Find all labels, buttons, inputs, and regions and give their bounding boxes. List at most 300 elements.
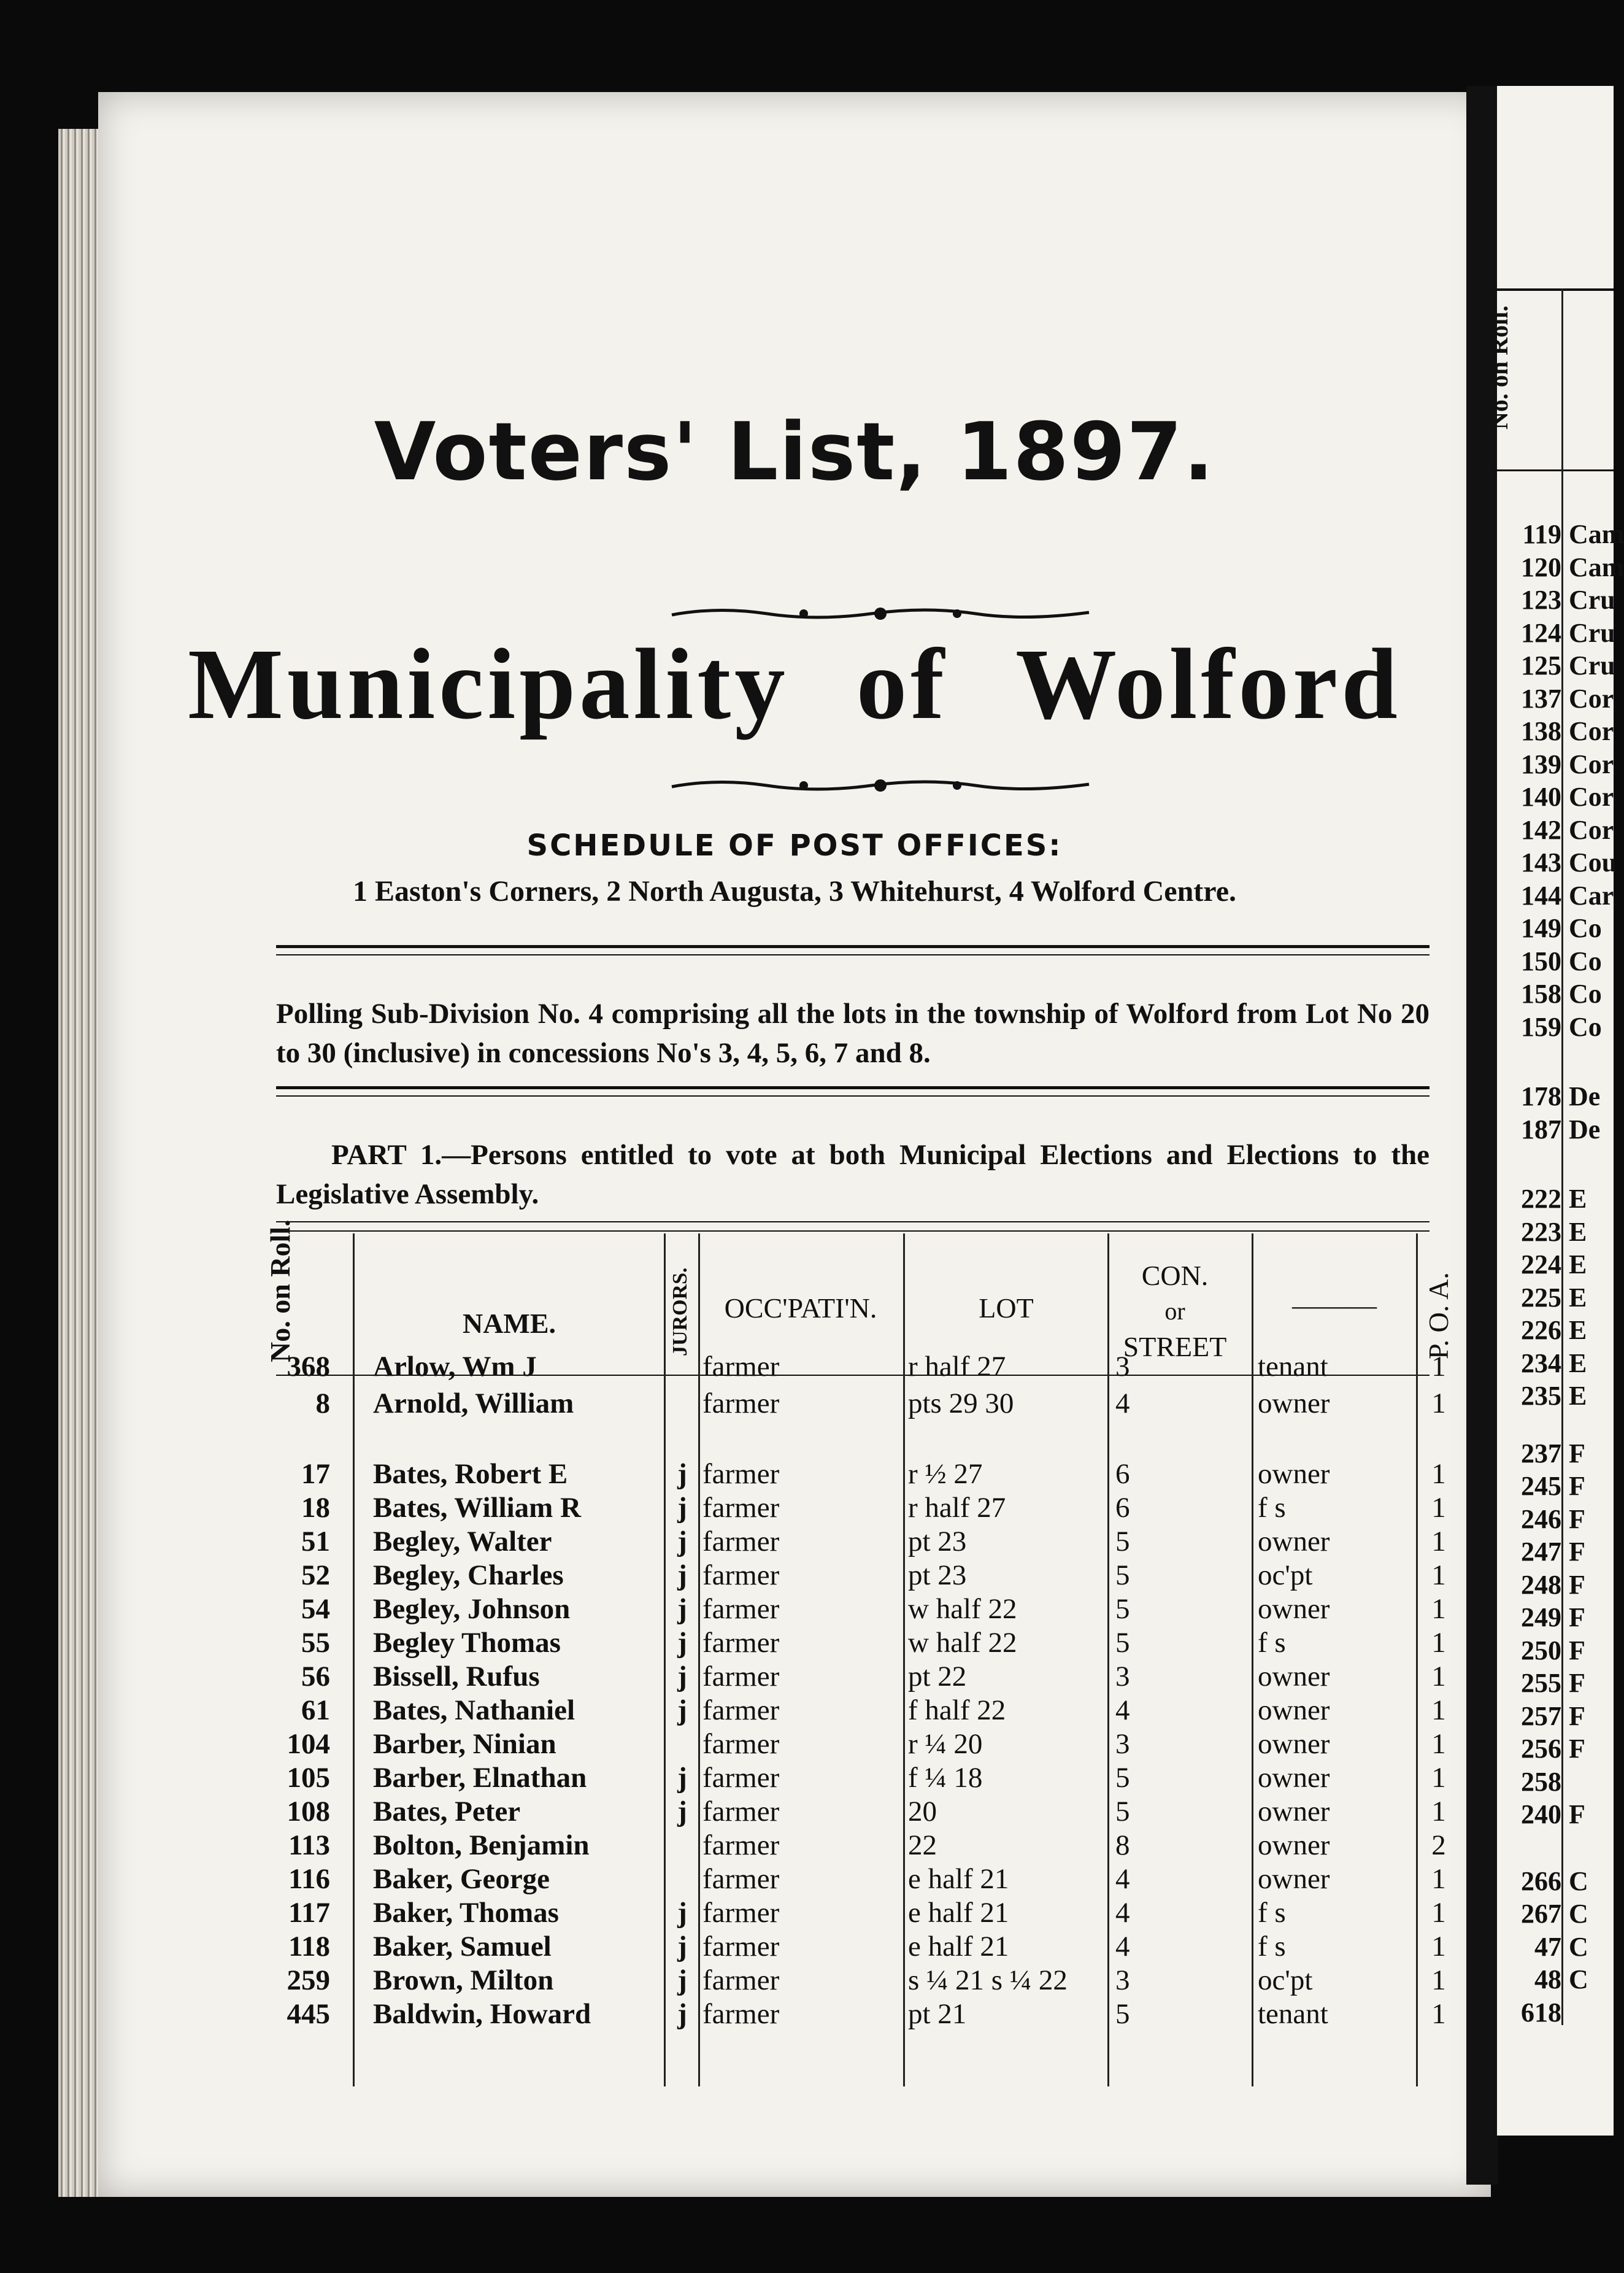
lot: r ½ 27 [908, 1458, 983, 1490]
occupation: farmer [702, 1694, 780, 1726]
municipality-heading [98, 626, 1491, 743]
schedule-heading: SCHEDULE OF POST OFFICES: [526, 828, 1063, 863]
juror-mark: j [677, 1931, 687, 1962]
status: oc'pt [1258, 1964, 1313, 1996]
divider-rule [276, 1086, 1430, 1089]
next-page-roll-number: 123 [1521, 585, 1561, 615]
next-page-row [1497, 650, 1614, 682]
next-page-row [1497, 814, 1614, 846]
next-page-roll-number: 120 [1521, 552, 1561, 582]
next-page-name-fragment: Cam [1569, 552, 1624, 582]
next-page-row [1497, 1503, 1614, 1535]
lot: e half 21 [908, 1863, 1009, 1895]
next-page-name-fragment: E [1569, 1282, 1587, 1313]
roll-number: 8 [315, 1387, 330, 1419]
next-page-header: No. on Roll. [1485, 305, 1513, 430]
page-title: Voters' List, 1897. [374, 405, 1215, 498]
next-page-roll-number: 249 [1521, 1602, 1561, 1632]
next-page-roll-number: 257 [1521, 1700, 1561, 1731]
juror-mark: j [677, 1458, 687, 1490]
next-page-roll-number: 237 [1521, 1438, 1561, 1468]
next-page-roll-number: 225 [1521, 1282, 1561, 1313]
next-page-roll-number: 618 [1521, 1997, 1561, 2028]
next-page-row [1497, 1866, 1614, 1897]
occupation: farmer [702, 1526, 780, 1557]
post-office: 1 [1431, 1897, 1446, 1929]
next-page-row [1497, 1114, 1614, 1146]
next-page-roll-number: 266 [1521, 1866, 1561, 1896]
occupation: farmer [702, 1931, 780, 1962]
status: tenant [1258, 1351, 1328, 1383]
next-page-name-fragment: F [1569, 1635, 1585, 1665]
status: owner [1258, 1694, 1330, 1726]
juror-mark: j [677, 1998, 687, 2030]
table-row [98, 1525, 1491, 1559]
concession: 5 [1115, 1762, 1130, 1794]
next-page-roll-number: 226 [1521, 1315, 1561, 1345]
next-page-row [1497, 1249, 1614, 1281]
voter-name: Arnold, William [373, 1387, 574, 1419]
juror-mark: j [677, 1492, 687, 1524]
table-row [98, 1660, 1491, 1694]
next-page-row [1497, 617, 1614, 649]
concession: 4 [1115, 1387, 1130, 1419]
next-page-row [1497, 1602, 1614, 1634]
next-page-row [1497, 584, 1614, 616]
table-row [98, 1559, 1491, 1592]
occupation: farmer [702, 1593, 780, 1625]
post-office: 1 [1431, 1492, 1446, 1524]
next-page-roll-number: 235 [1521, 1381, 1561, 1411]
next-page-roll-number: 248 [1521, 1569, 1561, 1600]
status: owner [1258, 1593, 1330, 1625]
next-page-row [1497, 1314, 1614, 1346]
occupation: farmer [702, 1728, 780, 1760]
occupation: farmer [702, 1559, 780, 1591]
next-page-row [1497, 946, 1614, 978]
post-office: 2 [1431, 1829, 1446, 1861]
next-page-row [1497, 847, 1617, 879]
table-row [98, 1491, 1491, 1525]
next-page-name-fragment: Cor [1569, 749, 1614, 779]
occupation: farmer [702, 1492, 780, 1524]
table-row [98, 1896, 1491, 1930]
next-page-row [1497, 1964, 1614, 1996]
juror-mark: j [677, 1964, 687, 1996]
occupation: farmer [702, 1964, 780, 1996]
lot: e half 21 [908, 1897, 1009, 1929]
next-page-roll-number: 149 [1521, 913, 1561, 943]
status: f s [1258, 1492, 1286, 1524]
next-page-name-fragment: E [1569, 1315, 1587, 1345]
juror-mark: j [677, 1526, 687, 1557]
occupation: farmer [702, 1627, 780, 1659]
next-page-row [1497, 1216, 1614, 1248]
concession: 3 [1115, 1964, 1130, 1996]
voter-name: Bates, Nathaniel [373, 1694, 575, 1726]
col-header-con-line2: or [1164, 1297, 1185, 1325]
next-page-roll-number: 158 [1521, 979, 1561, 1009]
next-page-row [1497, 1997, 1614, 2029]
col-header-name: NAME. [462, 1308, 556, 1339]
table-row [98, 1457, 1491, 1491]
lot: r half 27 [908, 1351, 1006, 1383]
next-page-roll-number: 255 [1521, 1668, 1561, 1698]
next-page-row [1497, 552, 1624, 584]
part-description: PART 1.—Persons entitled to vote at both Municipal Elections and Elections to the Legislative Assembly. [276, 1139, 1430, 1210]
lot: e half 21 [908, 1931, 1009, 1962]
lot: pt 21 [908, 1998, 967, 2030]
next-page-name-fragment: Car [1569, 880, 1614, 911]
voter-name: Baker, Thomas [373, 1897, 559, 1929]
status: tenant [1258, 1998, 1328, 2030]
lot: r ¼ 20 [908, 1728, 983, 1760]
next-page-roll-number: 240 [1521, 1799, 1561, 1829]
concession: 5 [1115, 1796, 1130, 1827]
status: owner [1258, 1863, 1330, 1895]
lot: pt 23 [908, 1559, 967, 1591]
next-page-row [1497, 1635, 1614, 1667]
next-page-name-fragment: De [1569, 1081, 1601, 1111]
voter-name: Begley, Johnson [373, 1593, 571, 1625]
roll-number: 445 [287, 1998, 330, 2030]
next-page-name-fragment: E [1569, 1249, 1587, 1279]
juror-mark: j [677, 1559, 687, 1591]
next-page-roll-number: 187 [1521, 1114, 1561, 1144]
status: owner [1258, 1796, 1330, 1827]
voter-name: Baldwin, Howard [373, 1998, 591, 2030]
juror-mark: j [677, 1694, 687, 1726]
occupation: farmer [702, 1998, 780, 2030]
post-office: 1 [1431, 1559, 1446, 1591]
roll-number: 56 [301, 1661, 330, 1692]
next-page-row [1497, 1081, 1614, 1113]
concession: 3 [1115, 1661, 1130, 1692]
juror-mark: j [677, 1661, 687, 1692]
next-page-roll-number: 246 [1521, 1503, 1561, 1534]
post-office: 1 [1431, 1526, 1446, 1557]
table-row [98, 1795, 1491, 1829]
post-office: 1 [1431, 1627, 1446, 1659]
next-page-row [1497, 1667, 1614, 1699]
occupation: farmer [702, 1762, 780, 1794]
voter-name: Bolton, Benjamin [373, 1829, 590, 1861]
next-page-roll-number: 267 [1521, 1899, 1561, 1929]
next-page-row [1497, 1380, 1614, 1412]
next-page-name-fragment: Cor [1569, 716, 1614, 746]
next-page-roll-number: 258 [1521, 1766, 1561, 1797]
status: owner [1258, 1526, 1330, 1557]
next-page-row [1497, 781, 1614, 813]
status: oc'pt [1258, 1559, 1313, 1591]
voter-name: Barber, Elnathan [373, 1762, 587, 1794]
lot: f half 22 [908, 1694, 1006, 1726]
juror-mark: j [677, 1796, 687, 1827]
roll-number: 52 [301, 1559, 330, 1591]
occupation: farmer [702, 1829, 780, 1861]
post-office: 1 [1431, 1728, 1446, 1760]
next-page-name-fragment: F [1569, 1602, 1585, 1632]
next-page-row [1497, 716, 1614, 747]
post-office: 1 [1431, 1762, 1446, 1794]
table-row [98, 1829, 1491, 1862]
next-page-name-fragment: Cru [1569, 650, 1615, 681]
post-office: 1 [1431, 1351, 1446, 1383]
next-page-roll-number: 142 [1521, 814, 1561, 845]
next-page-name-fragment: Cor [1569, 683, 1614, 714]
next-page-row [1497, 1282, 1614, 1314]
next-page-roll-number: 124 [1521, 617, 1561, 648]
roll-number: 18 [301, 1492, 330, 1524]
next-page-roll-number: 119 [1522, 519, 1561, 549]
next-page-row [1497, 749, 1614, 781]
next-page-row [1497, 1011, 1614, 1043]
next-page-roll-number: 224 [1521, 1249, 1561, 1279]
next-page-name-fragment: Co [1569, 913, 1602, 943]
juror-mark: j [677, 1593, 687, 1625]
next-page-roll-number: 250 [1521, 1635, 1561, 1665]
ornament-divider-bottom [669, 773, 1092, 798]
concession: 8 [1115, 1829, 1130, 1861]
ornament-divider-top [669, 601, 1092, 626]
roll-number: 108 [287, 1796, 330, 1827]
col-header-con-line3: STREET [1123, 1331, 1227, 1362]
next-page-roll-number: 48 [1534, 1964, 1561, 1994]
next-page-roll-number: 178 [1521, 1081, 1561, 1111]
next-page-roll-number: 139 [1521, 749, 1561, 779]
status: owner [1258, 1728, 1330, 1760]
post-office: 1 [1431, 1458, 1446, 1490]
status: owner [1258, 1762, 1330, 1794]
table-row [98, 1592, 1491, 1626]
voter-name: Bates, William R [373, 1492, 582, 1524]
next-page-roll-number: 47 [1534, 1931, 1561, 1962]
next-page-name-fragment: De [1569, 1114, 1601, 1144]
next-page-roll-number: 245 [1521, 1471, 1561, 1501]
next-page-roll-number: 125 [1521, 650, 1561, 681]
lot: 20 [908, 1796, 937, 1827]
concession: 3 [1115, 1728, 1130, 1760]
table-row [98, 1387, 1491, 1421]
occupation: farmer [702, 1661, 780, 1692]
next-page-name-fragment: Cam [1569, 519, 1624, 549]
roll-number: 116 [288, 1863, 330, 1895]
next-page-name-fragment: Co [1569, 1011, 1602, 1042]
occupation: farmer [702, 1387, 780, 1419]
table-row [98, 1997, 1491, 2031]
roll-number: 104 [287, 1728, 330, 1760]
next-page-name-fragment: F [1569, 1503, 1585, 1534]
next-page-name-fragment: F [1569, 1700, 1585, 1731]
next-page-name-fragment: E [1569, 1348, 1587, 1378]
next-page-roll-number: 223 [1521, 1216, 1561, 1247]
voter-name: Arlow, Wm J [373, 1351, 537, 1383]
next-page-name-fragment: E [1569, 1381, 1587, 1411]
next-page-name-fragment: E [1569, 1216, 1587, 1247]
col-header-con-street [1104, 1258, 1245, 1365]
concession: 5 [1115, 1593, 1130, 1625]
roll-number: 259 [287, 1964, 330, 1996]
next-page-row [1497, 880, 1614, 912]
concession: 5 [1115, 1526, 1130, 1557]
concession: 6 [1115, 1492, 1130, 1524]
next-page-row [1497, 519, 1624, 550]
col-header-jurors-text: JURORS. [669, 1267, 691, 1356]
next-page-name-fragment: Cru [1569, 585, 1615, 615]
next-page-row [1497, 1799, 1614, 1831]
concession: 6 [1115, 1458, 1130, 1490]
roll-number: 368 [287, 1351, 330, 1383]
status: owner [1258, 1829, 1330, 1861]
concession: 5 [1115, 1998, 1130, 2030]
next-page-row [1497, 1569, 1614, 1601]
next-page-name-fragment: C [1569, 1866, 1588, 1896]
next-page-roll-number: 138 [1521, 716, 1561, 746]
next-page-row [1497, 1898, 1614, 1930]
next-page-name-fragment: F [1569, 1569, 1585, 1600]
col-header-occupation: OCC'PATI'N. [724, 1292, 877, 1324]
roll-number: 117 [288, 1897, 330, 1929]
next-page-name-fragment: Cor [1569, 814, 1614, 845]
post-office: 1 [1431, 1931, 1446, 1962]
next-page-roll-number: 140 [1521, 782, 1561, 812]
lot: f ¼ 18 [908, 1762, 983, 1794]
status: f s [1258, 1897, 1286, 1929]
juror-mark: j [677, 1897, 687, 1929]
concession: 4 [1115, 1863, 1130, 1895]
concession: 4 [1115, 1694, 1130, 1726]
table-row [98, 1694, 1491, 1727]
next-page-roll-number: 150 [1521, 946, 1561, 976]
next-page-roll-number: 143 [1521, 847, 1561, 878]
next-page-name-fragment: C [1569, 1899, 1588, 1929]
next-page-rule [1497, 469, 1614, 471]
post-office: 1 [1431, 1661, 1446, 1692]
next-page-row [1497, 1700, 1614, 1732]
lot: w half 22 [908, 1627, 1017, 1659]
next-page-name-fragment: Co [1569, 979, 1602, 1009]
document-page [98, 92, 1491, 2197]
post-office: 1 [1431, 1387, 1446, 1419]
lot: 22 [908, 1829, 937, 1861]
table-row [98, 1350, 1491, 1384]
next-page-row [1497, 978, 1614, 1010]
status: owner [1258, 1387, 1330, 1419]
voter-name: Begley Thomas [373, 1627, 561, 1659]
roll-number: 113 [288, 1829, 330, 1861]
concession: 4 [1115, 1897, 1130, 1929]
roll-number: 17 [301, 1458, 330, 1490]
table-row [98, 1626, 1491, 1660]
table-row [98, 1727, 1491, 1761]
lot: w half 22 [908, 1593, 1017, 1625]
occupation: farmer [702, 1897, 780, 1929]
roll-number: 61 [301, 1694, 330, 1726]
polling-description: Polling Sub-Division No. 4 comprising all the lots in the township of Wolford from Lot No 20 to 30 (inclusive) in concessions No's 3, 4, 5, 6, 7 and 8. [276, 998, 1430, 1069]
next-page-row [1497, 1470, 1614, 1502]
col-header-status: ——— [1292, 1289, 1377, 1321]
voter-name: Baker, George [373, 1863, 550, 1895]
next-page-name-fragment: C [1569, 1964, 1588, 1994]
municipality-word-1: Municipality [188, 628, 789, 740]
voter-name: Brown, Milton [373, 1964, 554, 1996]
table-top-rule [276, 1230, 1430, 1232]
lot: s ¼ 21 s ¼ 22 [908, 1964, 1068, 1996]
schedule-list: 1 Easton's Corners, 2 North Augusta, 3 Whitehurst, 4 Wolford Centre. [352, 875, 1237, 908]
next-page-roll-number: 159 [1521, 1011, 1561, 1042]
post-office: 1 [1431, 1593, 1446, 1625]
table-top-rule [276, 1221, 1430, 1222]
roll-number: 51 [301, 1526, 330, 1557]
voter-name: Bates, Peter [373, 1796, 521, 1827]
next-page-name-fragment: Cor [1569, 782, 1614, 812]
col-header-con-line1: CON. [1141, 1260, 1209, 1291]
next-page-roll-number: 234 [1521, 1348, 1561, 1378]
roll-number: 105 [287, 1762, 330, 1794]
next-page-roll-number: 137 [1521, 683, 1561, 714]
next-page-name-fragment: C [1569, 1931, 1588, 1962]
voter-name: Begley, Walter [373, 1526, 552, 1557]
lot: pts 29 30 [908, 1387, 1014, 1419]
next-page-row [1497, 913, 1614, 944]
lot: pt 23 [908, 1526, 967, 1557]
next-page-row [1497, 1183, 1614, 1215]
lot: r half 27 [908, 1492, 1006, 1524]
voter-name: Begley, Charles [373, 1559, 564, 1591]
next-page-roll-number: 256 [1521, 1734, 1561, 1764]
municipality-word-2: of [856, 628, 949, 740]
status: owner [1258, 1458, 1330, 1490]
concession: 5 [1115, 1559, 1130, 1591]
status: f s [1258, 1627, 1286, 1659]
next-page-name-fragment: E [1569, 1184, 1587, 1214]
occupation: farmer [702, 1458, 780, 1490]
next-page-name-fragment: F [1569, 1668, 1585, 1698]
next-page-roll-number: 222 [1521, 1184, 1561, 1214]
next-page-rule [1497, 288, 1614, 291]
divider-rule [276, 945, 1430, 948]
col-header-no-on-roll-text: No. on Roll. [264, 1219, 296, 1362]
next-page-row [1497, 1766, 1614, 1798]
next-page-row [1497, 683, 1614, 715]
voter-name: Bates, Robert E [373, 1458, 568, 1490]
roll-number: 118 [288, 1931, 330, 1962]
post-office: 1 [1431, 1694, 1446, 1726]
next-page-roll-number: 247 [1521, 1537, 1561, 1567]
next-page-name-fragment: Co [1569, 946, 1602, 976]
juror-mark: j [677, 1762, 687, 1794]
next-page-name-fragment: Cru [1569, 617, 1615, 648]
post-office: 1 [1431, 1998, 1446, 2030]
occupation: farmer [702, 1796, 780, 1827]
voter-name: Baker, Samuel [373, 1931, 552, 1962]
next-page-row [1497, 1931, 1614, 1963]
status: owner [1258, 1661, 1330, 1692]
occupation: farmer [702, 1351, 780, 1383]
post-office: 1 [1431, 1964, 1446, 1996]
next-page-name-fragment: F [1569, 1438, 1585, 1468]
col-header-poa-text: P. O. A. [1423, 1272, 1454, 1359]
next-page-name-fragment: F [1569, 1799, 1585, 1829]
concession: 3 [1115, 1351, 1130, 1383]
roll-number: 55 [301, 1627, 330, 1659]
next-page-name-fragment: F [1569, 1471, 1585, 1501]
col-header-lot: LOT [979, 1292, 1034, 1324]
next-page-row [1497, 1536, 1614, 1568]
occupation: farmer [702, 1863, 780, 1895]
next-page-name-fragment: Cou [1569, 847, 1617, 878]
table-row [98, 1862, 1491, 1896]
